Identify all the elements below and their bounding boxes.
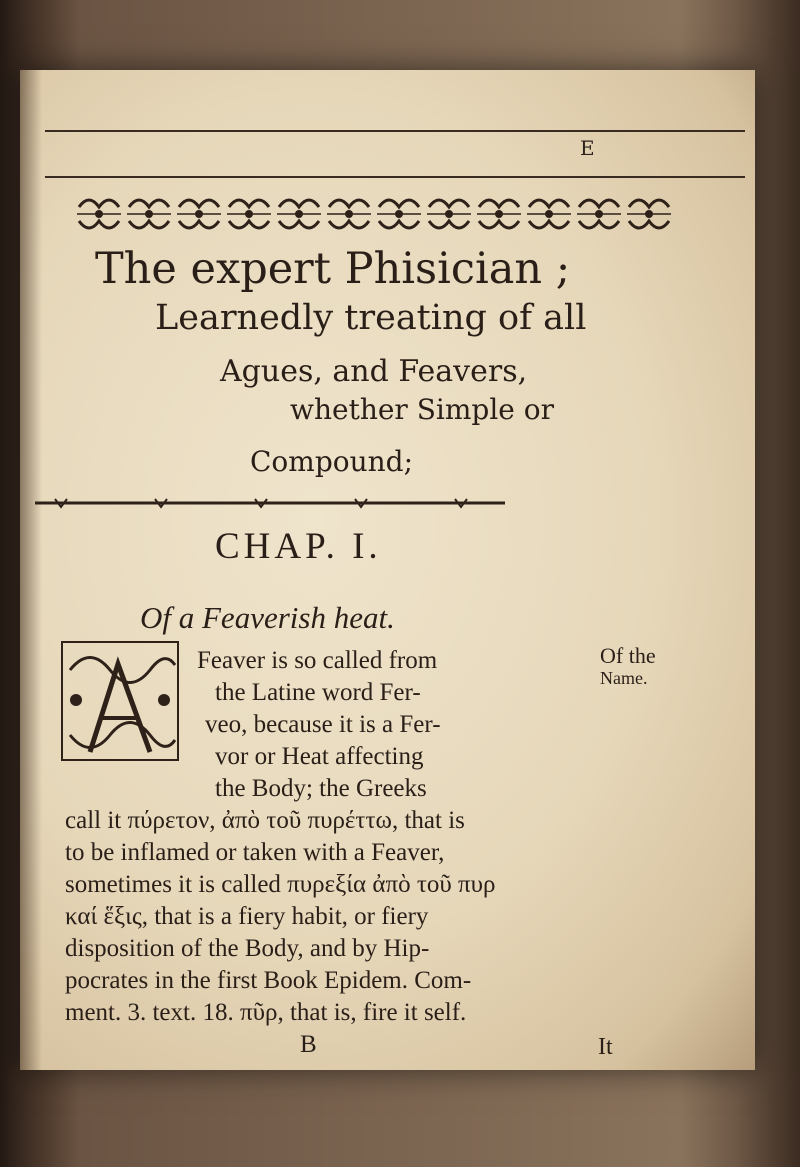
page-gutter-shadow <box>20 70 42 1070</box>
margin-note <box>600 645 656 689</box>
body-line-3: veo, because it is a Fer- <box>205 711 441 738</box>
title-line-2: Learnedly treating of all <box>155 298 587 338</box>
top-rule <box>45 130 745 132</box>
decorated-initial-letter-icon <box>60 640 180 762</box>
body-line-7: to be inflamed or taken with a Feaver, <box>65 839 445 866</box>
title-line-1: The expert Phisician ; <box>95 244 571 294</box>
title-line-5: Compound; <box>250 445 414 478</box>
body-line-9: καί ἕξις, that is a fiery habit, or fiery <box>65 903 429 930</box>
chapter-subtitle: Of a Feaverish heat. <box>140 600 395 635</box>
body-line-1: Feaver is so called from <box>197 647 438 674</box>
title-line-4: whether Simple or <box>290 393 554 426</box>
ornamental-divider <box>35 495 505 511</box>
signature-mark: E <box>580 136 595 160</box>
body-line-10: disposition of the Body, and by Hip- <box>65 935 430 962</box>
body-line-6: call it πύρετον, ἀπὸ τοῦ πυρέττω, that is <box>65 807 465 834</box>
signature-letter: B <box>300 1031 317 1058</box>
top-rule-lower <box>45 176 745 178</box>
chapter-heading: CHAP. I. <box>215 526 382 567</box>
body-line-12: ment. 3. text. 18. πῦρ, that is, fire it self. <box>65 999 467 1026</box>
margin-note-line-1: Of the <box>600 643 656 668</box>
body-line-5: the Body; the Greeks <box>215 775 427 802</box>
body-line-8: sometimes it is called πυρεξία ἀπὸ τοῦ πυρ <box>65 871 496 898</box>
body-line-11: pocrates in the first Book Epidem. Com- <box>65 967 472 994</box>
margin-note-line-2: Name. <box>600 668 648 688</box>
title-line-3: Agues, and Feavers, <box>220 354 528 389</box>
ornamental-headpiece <box>75 193 695 235</box>
body-line-2: the Latine word Fer- <box>215 679 421 706</box>
catchword: It <box>598 1034 613 1060</box>
body-line-4: vor or Heat affecting <box>215 743 424 770</box>
